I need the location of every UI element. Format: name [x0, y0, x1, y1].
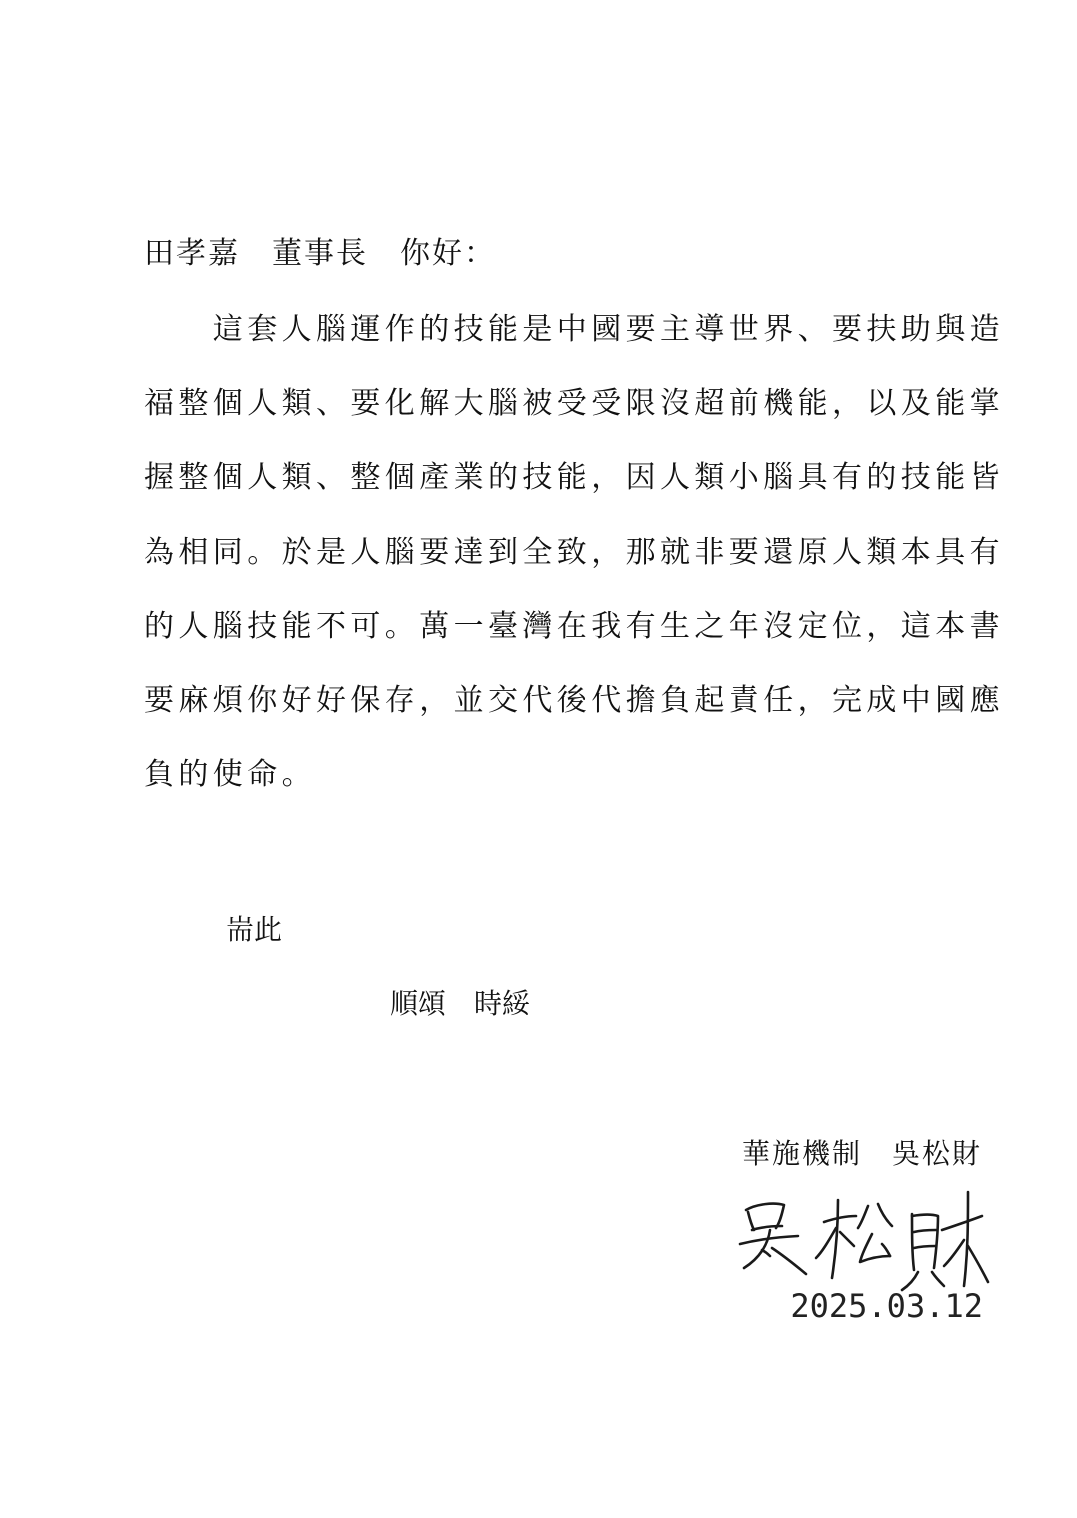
salutation: 田孝嘉 董事長 你好：	[144, 236, 496, 271]
body-line: 負的使命。	[144, 757, 316, 793]
body-line: 握整個人類、整個產業的技能，因人類小腦具有的技能皆	[144, 460, 1004, 496]
body-line: 要麻煩你好好保存，並交代後代擔負起責任，完成中國應	[144, 682, 1004, 718]
letter-body	[144, 308, 1004, 827]
handwritten-signature	[732, 1186, 994, 1296]
body-line: 的人腦技能不可。萬一臺灣在我有生之年沒定位，這本書	[144, 608, 1004, 644]
closing-greeting: 耑此	[226, 913, 283, 946]
letter-date: 2025.03.12	[790, 1287, 983, 1325]
sender-name: 華施機制 吳松財	[741, 1137, 982, 1170]
body-line: 這套人腦運作的技能是中國要主導世界、要扶助與造	[144, 312, 1004, 347]
closing-wishes: 順頌 時綏	[390, 987, 531, 1020]
body-line: 為相同。於是人腦要達到全致，那就非要還原人類本具有	[144, 534, 1004, 570]
body-line: 福整個人類、要化解大腦被受受限沒超前機能，以及能掌	[144, 386, 1004, 422]
